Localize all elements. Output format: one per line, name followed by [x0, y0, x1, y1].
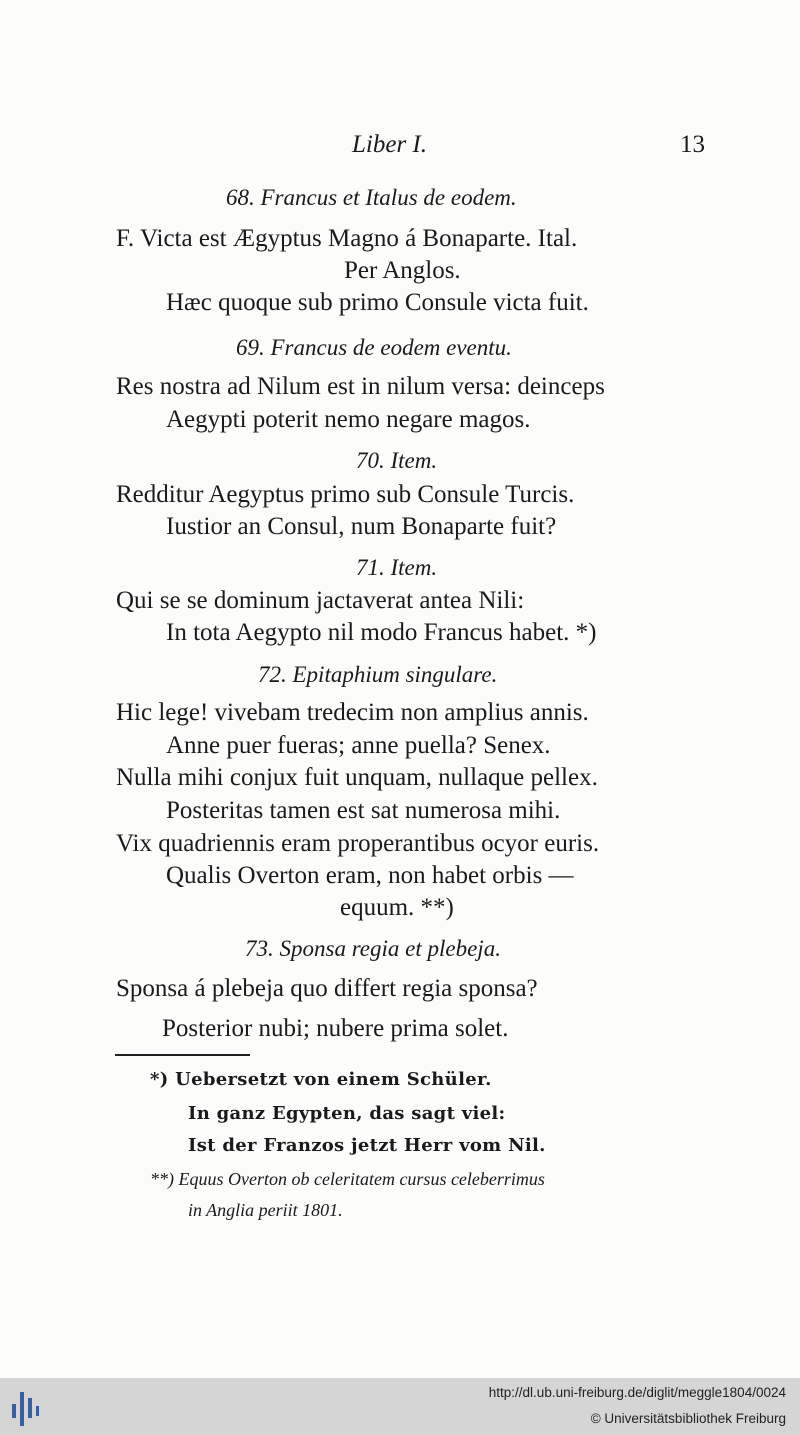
source-url-link[interactable]: http://dl.ub.uni-freiburg.de/diglit/meggle1804/0024 — [488, 1385, 786, 1400]
verse-line: equum. **) — [340, 894, 454, 921]
verse-line: Aegypti poterit nemo negare magos. — [166, 406, 531, 433]
verse-line: Sponsa á plebeja quo differt regia sponsa? — [116, 975, 538, 1002]
verse-line: Anne puer fueras; anne puella? Senex. — [166, 732, 551, 759]
epigram-heading-72: 72. Epitaphium singulare. — [258, 662, 498, 687]
verse-line: Hic lege! vivebam tredecim non amplius annis. — [116, 699, 589, 726]
verse-line: Vix quadriennis eram properantibus ocyor euris. — [116, 830, 600, 857]
verse-line: Iustior an Consul, num Bonaparte fuit? — [166, 513, 557, 540]
verse-line: Qui se se dominum jactaverat antea Nili: — [116, 587, 525, 614]
verse-line: Redditur Aegyptus primo sub Consule Turcis. — [116, 481, 575, 508]
verse-line: Res nostra ad Nilum est in nilum versa: deinceps — [116, 373, 605, 400]
verse-line: F. Victa est Ægyptus Magno á Bonaparte. Ital. — [116, 225, 578, 252]
verse-line: In tota Aegypto nil modo Francus habet. *) — [166, 619, 597, 646]
footnote-line: *) Uebersetzt von einem Schüler. — [150, 1069, 492, 1090]
verse-line: Per Anglos. — [344, 257, 461, 284]
footnote-rule — [115, 1054, 250, 1056]
footnote-line: Ist der Franzos jetzt Herr vom Nil. — [188, 1135, 546, 1156]
footnote-line: **) Equus Overton ob celeritatem cursus celeberrimus — [150, 1169, 545, 1189]
verse-line: Hæc quoque sub primo Consule victa fuit. — [166, 289, 589, 316]
verse-line: Posteritas tamen est sat numerosa mihi. — [166, 797, 561, 824]
copyright-notice: © Universitätsbibliothek Freiburg — [590, 1411, 786, 1426]
epigram-heading-69: 69. Francus de eodem eventu. — [236, 335, 512, 360]
verse-line: Qualis Overton eram, non habet orbis — — [166, 862, 574, 889]
library-logo-icon — [10, 1388, 40, 1426]
epigram-heading-70: 70. Item. — [356, 448, 438, 473]
footnote-line: in Anglia periit 1801. — [188, 1200, 343, 1220]
footnote-line: In ganz Egypten, das sagt viel: — [188, 1103, 506, 1124]
epigram-heading-73: 73. Sponsa regia et plebeja. — [245, 936, 501, 961]
viewer-footer — [0, 1378, 800, 1435]
verse-line: Nulla mihi conjux fuit unquam, nullaque pellex. — [116, 764, 598, 791]
page-number: 13 — [680, 131, 705, 158]
verse-line: Posterior nubi; nubere prima solet. — [162, 1015, 509, 1042]
epigram-heading-68: 68. Francus et Italus de eodem. — [226, 185, 517, 210]
epigram-heading-71: 71. Item. — [356, 555, 438, 580]
running-head: Liber I. — [352, 131, 427, 158]
